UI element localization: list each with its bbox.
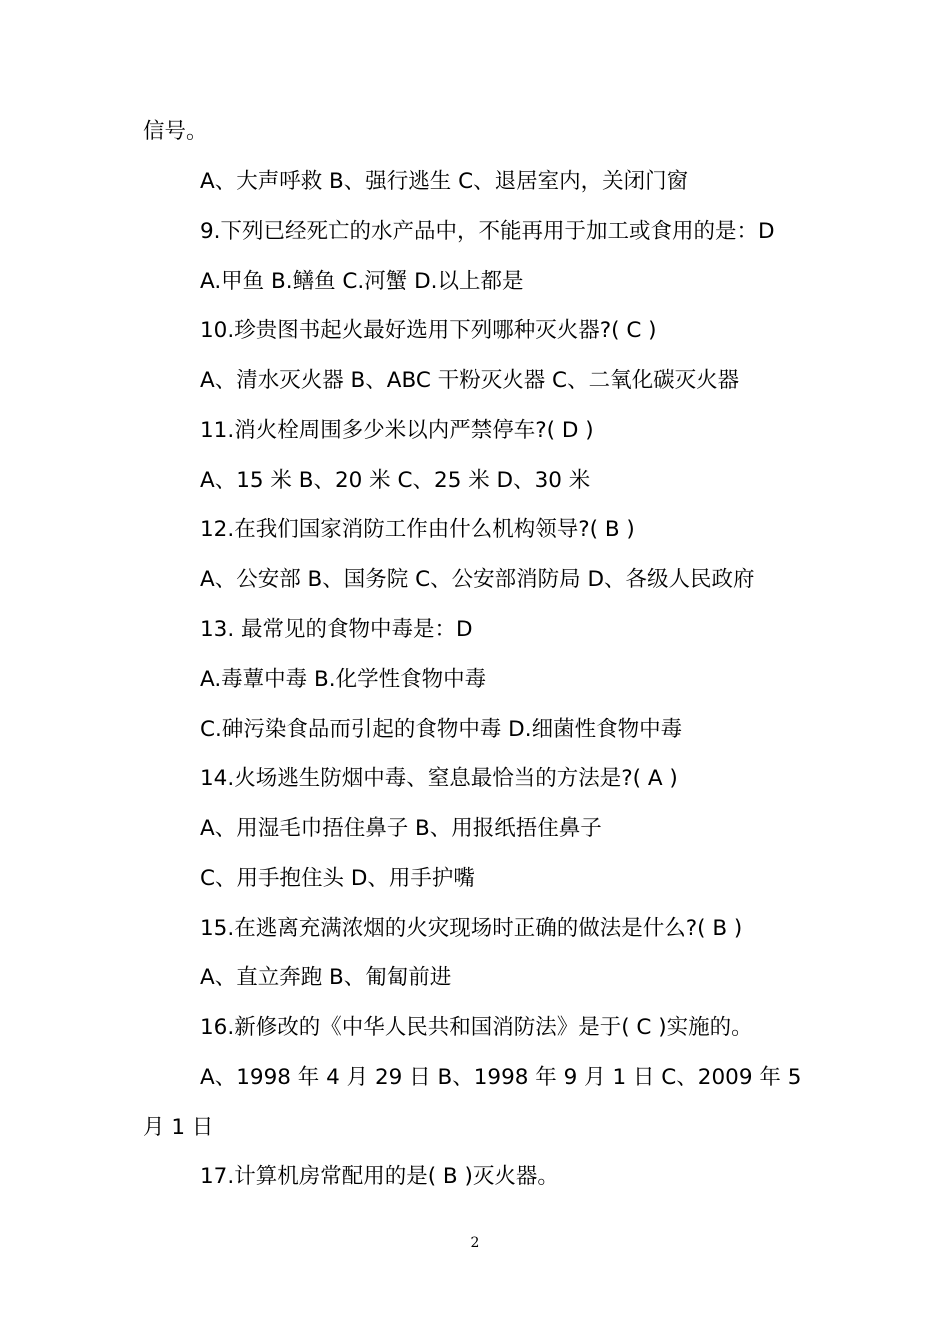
- text-line: 13. 最常见的食物中毒是：D: [200, 617, 473, 642]
- text-line: 9.下列已经死亡的水产品中，不能再用于加工或食用的是：D: [200, 219, 775, 244]
- text-line: 16.新修改的《中华人民共和国消防法》是于( C )实施的。: [200, 1015, 753, 1040]
- text-line: 月 1 日: [143, 1115, 214, 1140]
- text-line: 14.火场逃生防烟中毒、窒息最恰当的方法是?( A ): [200, 766, 678, 791]
- text-line: C.砷污染食品而引起的食物中毒 D.细菌性食物中毒: [200, 717, 683, 742]
- text-line: 17.计算机房常配用的是( B )灭火器。: [200, 1164, 559, 1189]
- text-line: 10.珍贵图书起火最好选用下列哪种灭火器?( C ): [200, 318, 657, 343]
- text-line: 12.在我们国家消防工作由什么机构领导?( B ): [200, 517, 635, 542]
- text-line: A、直立奔跑 B、匍匐前进: [200, 965, 452, 990]
- page-number: 2: [470, 1235, 480, 1251]
- text-line: A、15 米 B、20 米 C、25 米 D、30 米: [200, 468, 591, 493]
- text-line: A、大声呼救 B、强行逃生 C、退居室内，关闭门窗: [200, 169, 689, 194]
- text-line: A、公安部 B、国务院 C、公安部消防局 D、各级人民政府: [200, 567, 755, 592]
- text-line: 信号。: [143, 119, 208, 144]
- text-line: A、清水灭火器 B、ABC 干粉灭火器 C、二氧化碳灭火器: [200, 368, 740, 393]
- text-line: A.毒蕈中毒 B.化学性食物中毒: [200, 667, 487, 692]
- text-line: A、1998 年 4 月 29 日 B、1998 年 9 月 1 日 C、2009 年 5: [200, 1065, 802, 1090]
- text-line: C、用手抱住头 D、用手护嘴: [200, 866, 475, 891]
- text-line: A、用湿毛巾捂住鼻子 B、用报纸捂住鼻子: [200, 816, 602, 841]
- text-line: A.甲鱼 B.鳝鱼 C.河蟹 D.以上都是: [200, 269, 524, 294]
- text-line: 11.消火栓周围多少米以内严禁停车?( D ): [200, 418, 594, 443]
- text-line: 15.在逃离充满浓烟的火灾现场时正确的做法是什么?( B ): [200, 916, 743, 941]
